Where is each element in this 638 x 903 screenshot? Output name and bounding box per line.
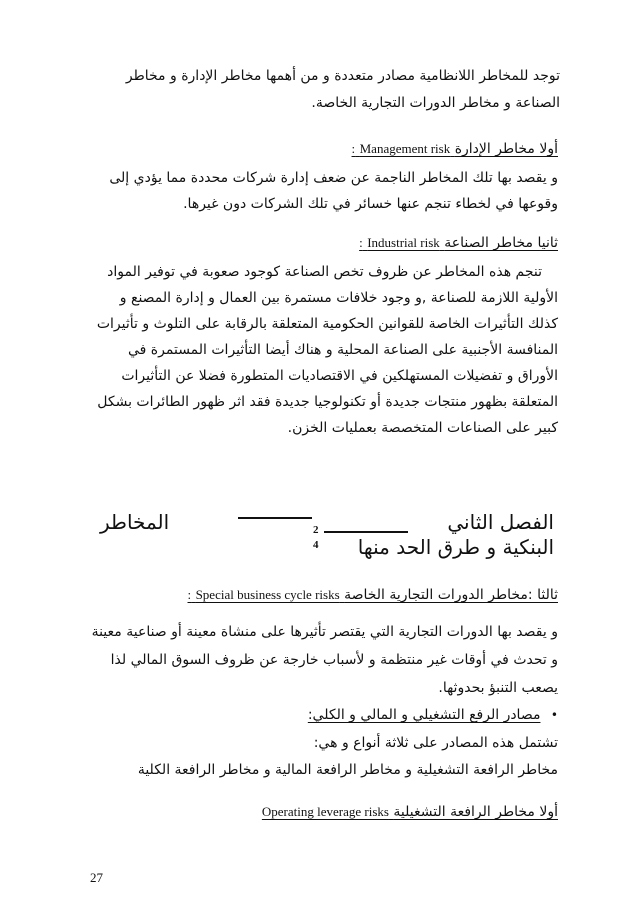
section-heading-management (352, 139, 558, 159)
heading-sep: : (187, 587, 192, 602)
sources-heading: مصادر الرفع التشغيلي و المالي و الكلي: (307, 707, 541, 723)
business-cycle-line-1: و يقصد بها الدورات التجارية التي يقتصر تأثيرها على منشاة معينة أو صناعية معينة (91, 624, 558, 640)
bullet-icon: • (550, 708, 558, 722)
chapter-title-right: الفصل الثاني (447, 510, 554, 534)
heading-en: Special business cycle risks (195, 587, 340, 602)
industrial-para-line-1: تنجم هذه المخاطر عن ظروف تخص الصناعة كوجود صعوبة في توفير المواد (107, 264, 542, 280)
industrial-para-line-2: الأولية اللازمة للصناعة ,و وجود خلافات مستمرة بين العمال و إدارة المصنع و (119, 290, 558, 306)
chapter-subtitle: البنكية و طرق الحد منها (357, 535, 554, 559)
intro-line-1: توجد للمخاطر اللانظامية مصادر متعددة و من أهمها مخاطر الإدارة و مخاطر (125, 68, 560, 84)
chapter-rule-1 (238, 517, 312, 519)
chapter-title-left: المخاطر (100, 510, 170, 534)
sources-line-2: مخاطر الرافعة التشغيلية و مخاطر الرافعة المالية و مخاطر الرافعة الكلية (137, 762, 558, 778)
chapter-footnote-top: 2 (313, 524, 319, 536)
heading-ar: ثالثا :مخاطر الدورات التجارية الخاصة (344, 587, 558, 603)
business-cycle-line-3: يصعب التنبؤ بحدوثها. (438, 680, 558, 696)
heading-ar: أولا مخاطر الإدارة (454, 141, 558, 157)
heading-ar: ثانيا مخاطر الصناعة (444, 235, 558, 251)
chapter-footnote-bottom: 4 (313, 539, 319, 551)
sources-heading-row (308, 705, 558, 725)
industrial-para-line-7: كبير على الصناعات المتخصصة بعمليات الخزن. (287, 420, 558, 436)
heading-en: Operating leverage risks (261, 804, 389, 819)
industrial-para-line-5: الأوراق و تفضيلات المستهلكين في الاقتصاديات المتطورة فضلا عن التأثيرات (121, 368, 558, 384)
industrial-para-line-6: المتعلقة بظهور منتجات جديدة أو تكنولوجيا جديدة فقد اثر ظهور الطائرات بشكل (97, 394, 558, 410)
sources-line-1: تشتمل هذه المصادر على ثلاثة أنواع و هي: (313, 735, 558, 751)
section-heading-operating-leverage (262, 802, 558, 822)
section-heading-industrial (359, 233, 558, 253)
management-para-line-2: وقوعها في لخطاء تنجم عنها خسائر في تلك الشركات دون غيرها. (183, 196, 558, 212)
management-para-line-1: و يقصد بها تلك المخاطر الناجمة عن ضعف إدارة شركات محددة مما يؤدي إلى (109, 170, 558, 186)
industrial-para-line-3: كذلك التأثيرات الخاصة للقوانين الحكومية المتعلقة بالرقابة على التلوث و تأثيرات (96, 316, 558, 332)
heading-sep: : (359, 235, 363, 250)
heading-en: Industrial risk (367, 235, 440, 250)
business-cycle-line-2: و تحدث في أوقات غير منتظمة و لأسباب خارجة عن ظروف السوق المالي لذا (110, 652, 558, 668)
intro-line-2: الصناعة و مخاطر الدورات التجارية الخاصة. (311, 95, 560, 111)
heading-sep: : (351, 141, 356, 156)
heading-ar: أولا مخاطر الرافعة التشغيلية (393, 804, 558, 820)
chapter-rule-2 (324, 531, 408, 533)
heading-en: Management risk (359, 141, 451, 156)
industrial-para-line-4: المنافسة الأجنبية على الصناعة المحلية و هناك أيضا التأثيرات المستمرة في (128, 342, 558, 358)
section-heading-business-cycle (188, 585, 559, 605)
page-number: 27 (90, 870, 103, 885)
